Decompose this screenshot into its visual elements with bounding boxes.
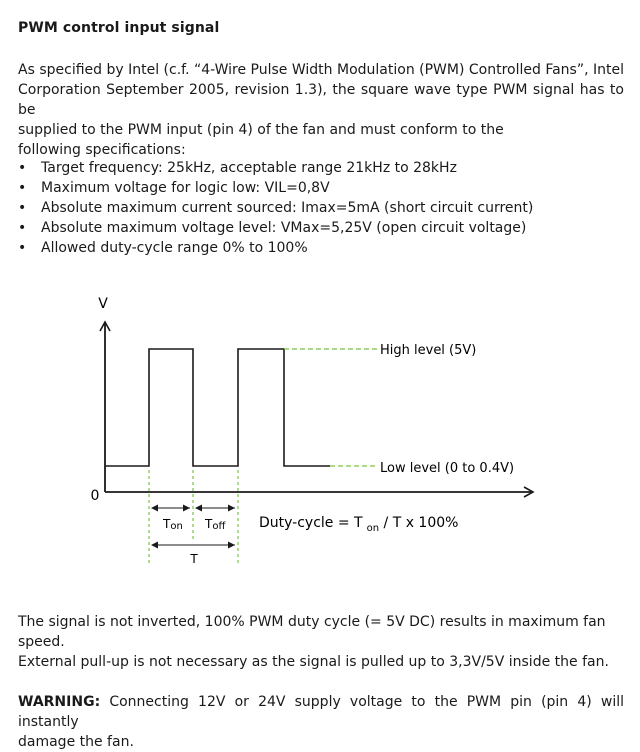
intro-line-1: As specified by Intel (c.f. “4-Wire Pulse Width Modulation (PWM) Controlled Fans”, Intel (18, 62, 624, 78)
duty-cycle-formula: Duty-cycle = T $_{on}$ / T x 100% (259, 515, 459, 534)
page-title: PWM control input signal (18, 20, 220, 36)
intro-line-4: following specifications: (18, 142, 186, 158)
bullet-icon: • (18, 220, 27, 236)
warning-label: WARNING: (18, 694, 101, 710)
high-level-label: High level (5V) (380, 343, 477, 358)
warning-note (18, 692, 624, 752)
origin-label: 0 (90, 488, 100, 504)
warning-text: Connecting 12V or 24V supply voltage to the PWM pin (pin 4) will instantly (18, 694, 624, 730)
t-on-label: Ton (163, 517, 183, 532)
intro-line-3: supplied to the PWM input (pin 4) of the fan and must conform to the (18, 122, 504, 138)
spec-text: Absolute maximum current sourced: Imax=5mA (short circuit current) (41, 200, 534, 216)
spec-text: Absolute maximum voltage level: VMax=5,25V (open circuit voltage) (41, 220, 527, 236)
bullet-icon: • (18, 160, 27, 176)
spec-text: Allowed duty-cycle range 0% to 100% (41, 240, 308, 256)
y-axis-label: V (98, 296, 108, 312)
bullet-icon: • (18, 240, 27, 256)
spec-text: Maximum voltage for logic low: VIL=0,8V (41, 180, 330, 196)
warning-text-cont: damage the fan. (18, 734, 134, 750)
bullet-icon: • (18, 180, 27, 196)
spec-text: Target frequency: 25kHz, acceptable range 21kHz to 28kHz (41, 160, 457, 176)
bullet-icon: • (18, 200, 27, 216)
pwm-waveform (105, 349, 330, 466)
low-level-label: Low level (0 to 0.4V) (380, 461, 515, 476)
intro-line-2: Corporation September 2005, revision 1.3), the square wave type PWM signal has to be (18, 82, 624, 118)
period-label: T (190, 552, 198, 566)
inverted-note: The signal is not inverted, 100% PWM duty cycle (= 5V DC) results in maximum fan speed. (18, 614, 606, 650)
t-off-label: Toff (205, 517, 226, 532)
pullup-note: External pull-up is not necessary as the signal is pulled up to 3,3V/5V inside the fan. (18, 654, 609, 670)
